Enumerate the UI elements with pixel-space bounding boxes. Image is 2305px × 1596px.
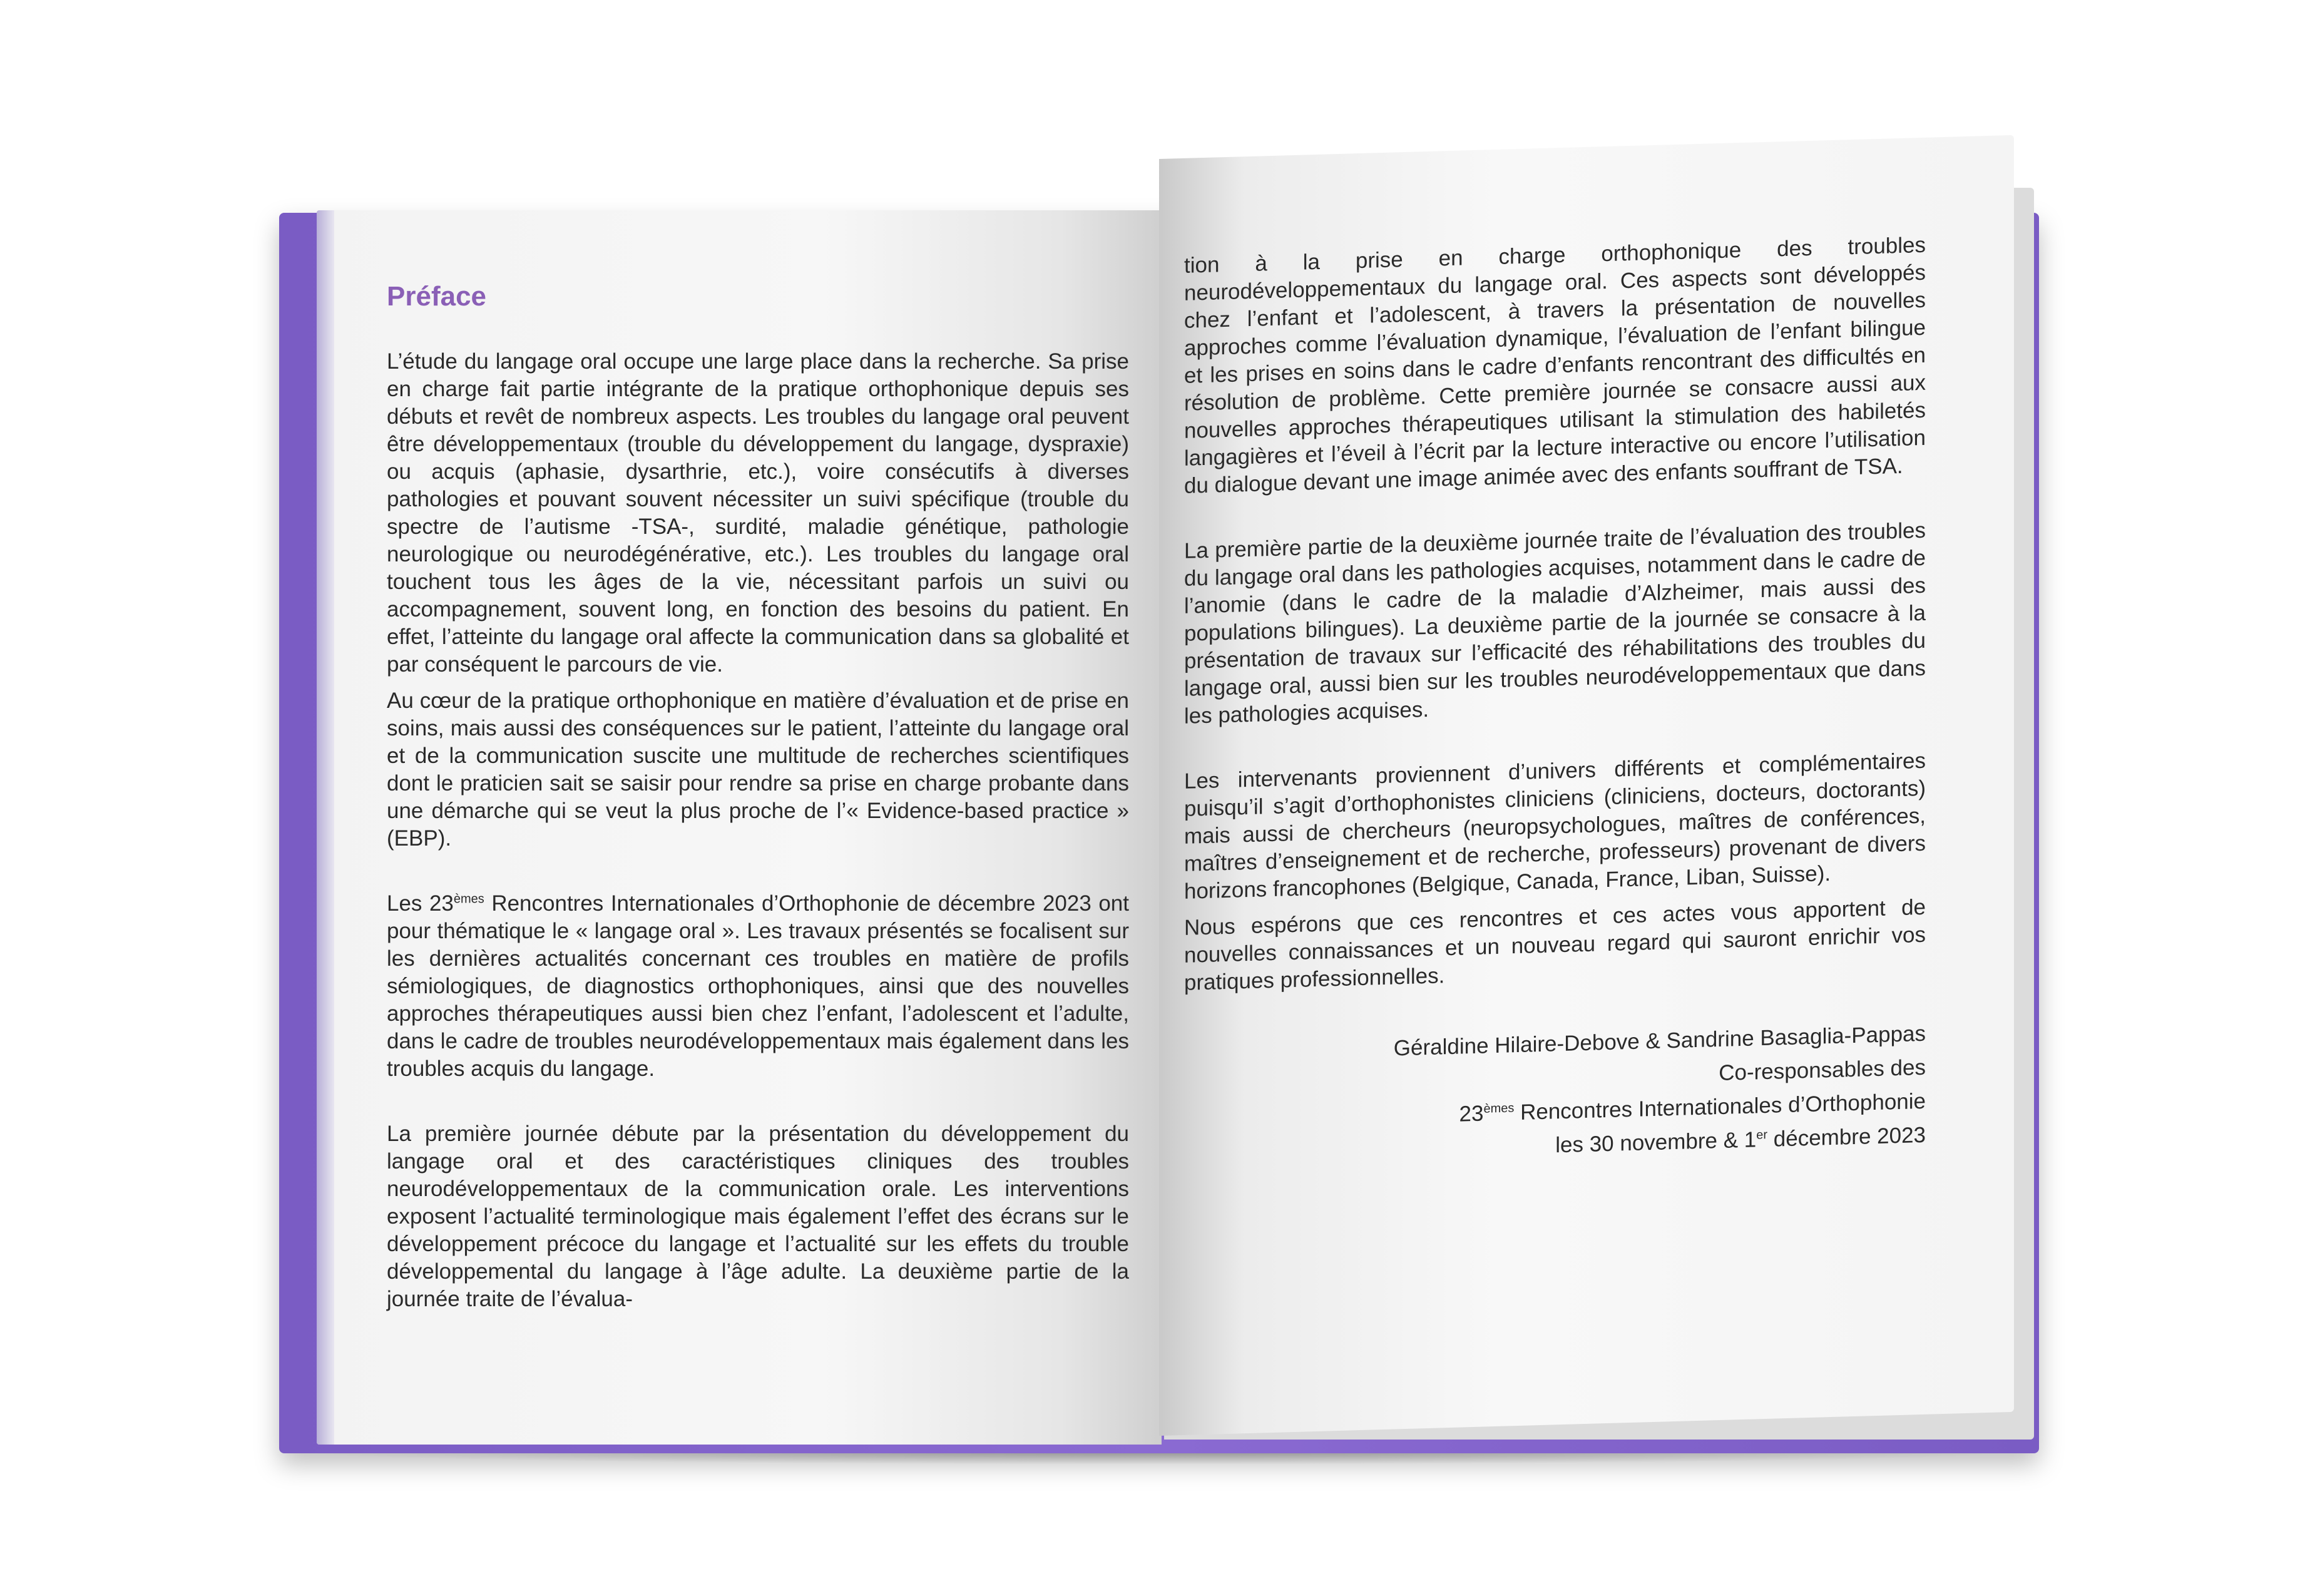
- paragraph-inline: Rencontres Internationales d’Orthophonie de décembre: [484, 891, 1043, 916]
- event-rest: Rencontres Internationales d’Orthophonie: [1514, 1088, 1926, 1125]
- superscript: er: [1756, 1128, 1768, 1142]
- right-page-text: [1184, 232, 1926, 1176]
- paragraph: L’étude du langage oral occupe une large place dans la recherche. Sa prise en charge fait partie intégrante de la pratique orthophonique depuis ses débuts et revêt de nombreux aspects. Les troubles du langage oral peuvent être développementaux (trouble du développement du langage, dyspraxie) ou acquis (aphasie, dysarthrie, etc.), voire consécutifs à diverses pathologies et pouvant souvent nécessiter un suivi spécifique (trouble du spectre de l’autisme -TSA-, surdité, maladie génétique, pathologie neurologique ou neurodégénérative, etc.). Les troubles du langage oral touchent tous les âges de la vie, nécessitant parfois un suivi ou accompagnement, souvent long, en fonction des besoins du patient. En effet, l’atteinte du langage oral affecte la communication dans sa globalité et par conséquent le parcours de vie.: [387, 349, 1129, 677]
- event-prefix: 23: [1459, 1101, 1484, 1127]
- superscript: èmes: [1483, 1101, 1515, 1116]
- paragraph-body: 2023 ont pour thématique le « langage oral ». Les travaux présentés se focalisent sur les dernières actualités concernant ces troubles en matière de profils sémiologiques, de diagnostics orthophoniques, ainsi que des nouvelles approches thérapeutiques aussi bien chez l’enfant, l’adolescent et l’adulte, dans le cadre de troubles neurodéveloppementaux mais également dans les troubles acquis du langage.: [387, 891, 1129, 1081]
- dates-prefix: les 30 novembre & 1: [1555, 1127, 1757, 1158]
- paragraph: Au cœur de la pratique orthophonique en matière d’évaluation et de prise en soins, mais aussi des conséquences sur le patient, l’atteinte du langage oral et de la communication suscite une multitude de recherches scientifiques dont le praticien sait se saisir pour rendre sa prise en charge probante dans une démarche qui se veut la plus proche de l’« Evidence-based practice » (EBP).: [387, 688, 1129, 851]
- right-page: [1159, 135, 2014, 1436]
- paragraph: Nous espérons que ces rencontres et ces actes vous apportent de nouvelles connaissances et un nouveau regard qui sauront enrichir vos pratiques professionnelles.: [1184, 894, 1926, 995]
- paragraph: [387, 890, 1129, 1083]
- superscript: èmes: [453, 892, 484, 906]
- left-page: [317, 210, 1162, 1445]
- signature-role: Co-responsables des: [1719, 1055, 1926, 1086]
- paragraph: tion à la prise en charge orthophonique des troubles neurodéveloppementaux du langage oral. Ces aspects sont développés chez l’enfant et l’adolescent, à travers la présentation de nouvelles approches comme l’évaluation dynamique, l’évaluation de l’enfant bilingue et les prises en soins dans le cadre d’enfants rencontrant des difficultés en résolution de problème. Cette première journée se consacre aussi aux nouvelles approches thérapeutiques utilisant la stimulation des habiletés langagières et l’éveil à l’écrit par la lecture interactive ou encore l’utilisation du dialogue devant une image animée avec des enfants souffrant de TSA.: [1184, 232, 1926, 498]
- dates-rest: décembre 2023: [1767, 1122, 1926, 1152]
- signature-authors: Géraldine Hilaire-Debove & Sandrine Basaglia-Pappas: [1393, 1021, 1926, 1061]
- paragraph-prefix: Les 23: [387, 891, 454, 916]
- signature-block: [1184, 1020, 1926, 1170]
- paragraph: La première journée débute par la présentation du développement du langage oral et des caractéristiques cliniques des troubles neurodéveloppementaux de la communication orale. Les interventions exposent l’actualité terminologique mais également l’effet des écrans sur le développement précoce du langage et l’actualité sur les effets du trouble développemental du langage à l’âge adulte. La deuxième partie de la journée traite de l’évalua-: [387, 1122, 1129, 1311]
- page-title: Préface: [387, 281, 487, 312]
- left-page-text: [387, 279, 1129, 1322]
- paragraph: Les intervenants proviennent d’univers différents et complémentaires puisqu’il s’agit d’orthophonistes cliniciens (cliniciens, docteurs, doctorants) mais aussi de chercheurs (neuropsychologues, maîtres de conférences, maîtres d’enseignement et de recherche, professeurs) provenant de divers horizons francophones (Belgique, Canada, France, Liban, Suisse).: [1184, 748, 1926, 904]
- paragraph: La première partie de la deuxième journée traite de l’évaluation des troubles du langage oral dans les pathologies acquises, notamment dans le cadre de l’anomie (dans le cadre de la maladie d’Alzheimer, mais aussi des populations bilingues). La deuxième partie de la journée se consacre à la présentation de travaux sur l’efficacité des réhabilitations des troubles du langage oral, aussi bien sur les troubles neurodéveloppementaux que dans les pathologies acquises.: [1184, 518, 1926, 729]
